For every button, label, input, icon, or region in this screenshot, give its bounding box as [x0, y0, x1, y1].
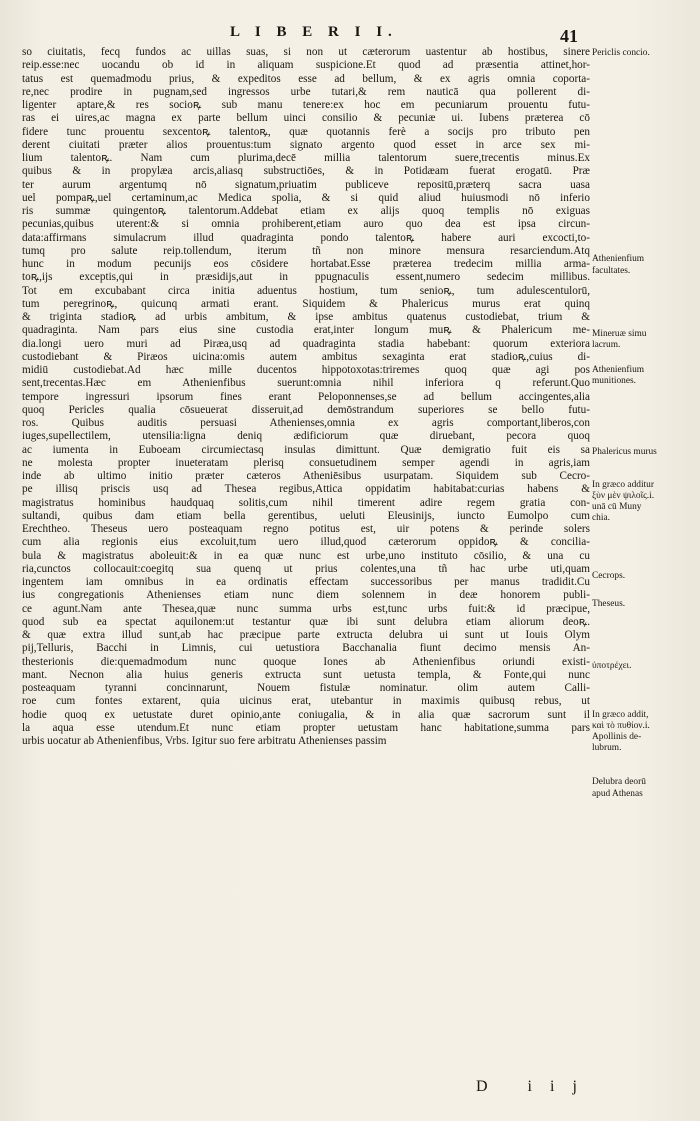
margin-note-line: Athenienfium — [592, 364, 645, 375]
text-line: ne molesta propter inueteratam plerisq consuetudinem semper agendi in agris,iam — [22, 456, 590, 469]
text-line: pecunias,quibus uterent:& si omnia prohiberent,etiam auro quo dea est ipsa circun- — [22, 218, 590, 231]
margin-note-line: lacrum. — [592, 340, 621, 351]
text-line: roe cum fontes extarent, quia uicinus erat, utebantur in maximis quibusq rebus, ut — [22, 695, 590, 708]
text-line: ria,cunctos collocauit:coegitq sua quenq ut prius colentes,una tñ hac urbe uti,quam — [22, 562, 590, 575]
text-line: so ciuitatis, fecq fundos ac uillas suas, si non ut cæterorum uastentur ab hostibus, sinere — [22, 46, 590, 58]
text-line: re,nec prodire in pugnam,sed ingressos urbe tutari,& rem nauticā qua pollerent di- — [22, 85, 590, 98]
text-line: quoq Pericles qualia cōsueuerat disseruit,ad demōstrandum superiores se bello futu- — [22, 403, 590, 416]
text-line: ingentem iam omnibus in ea ordinatis effectam successoribus per manus tradidit.Cu — [22, 576, 590, 588]
margin-note-line: ξὺν μὲν ψιλοῖς.i. — [592, 490, 655, 501]
margin-note-line: apud Athenas — [592, 788, 643, 799]
margin-note-line: In græco additur — [592, 479, 654, 490]
text-line: lium talentoꝶ. Nam cum plurima,decē millia talentorum suere,trecentis minus.Ex — [22, 152, 590, 164]
text-line: data:affirmans simulacrum illud quadraginta pondo talentoꝶ habere auri excocti,to- — [22, 231, 590, 244]
text-line: quibus & in propylæa arcis,aliasq substructiōes, & in Potidæam fuerat erogatū. Præ — [22, 165, 590, 178]
signature-mark: D iij — [476, 1078, 595, 1095]
margin-note-line: munitiones. — [592, 375, 637, 386]
text-line: pij,Telluris, Bacchi in Limnis, cui uetustiora Bacchanalia fiunt decimo mensis An- — [22, 642, 590, 655]
text-line: iuges,supellectilem, utensilia:ligna deniq ædificiorum quæ diruebant, pecora quoq — [22, 430, 590, 443]
text-line: tum peregrinoꝶ, quicunq armati erant. Siquidem & Phalericus murus erat quinq — [22, 297, 590, 310]
text-line: urbis uocatur ab Athenienfibus, Vrbs. Igitur suo fere arbitratu Athenienses passim — [22, 735, 387, 747]
text-line: sultandi, quibus dam etiam bella gerentibus, ueluti Eleusinijs, iuncto Eumolpo cum — [22, 509, 590, 522]
text-line: tempore ingressuri ipsorum fines erant Peloponnenses,se ad bellum accingentes,alia — [22, 390, 590, 403]
text-line: hunc in modum pecunijs eos cōsidere hortabat.Esse præterea tredecim millia arma- — [22, 258, 590, 270]
margin-note-theseus — [592, 599, 697, 610]
margin-note-munitiones — [592, 365, 697, 387]
text-line: custodiebant & Piræos uicina:omis autem ambitus sexaginta erat stadioꝶ,cuius di- — [22, 350, 590, 363]
text-line: midiū custodiebat.Ad hæc mille ducentos hippotoxotas:triremes quoq quæ agi pos — [22, 364, 590, 376]
margin-note-line: Delubra deorū — [592, 777, 646, 788]
text-line: hodie quoq ex uetustate duret opinio,ante coniugalia, & in alia quæ sacrorum sunt il — [22, 708, 590, 721]
margin-note-line: Phalericus murus — [592, 446, 657, 457]
margin-note-line: Apollinis de- — [592, 732, 642, 742]
margin-note-line: facultates. — [592, 265, 631, 276]
text-line: ac iumenta in Euboeam circumiectasq insulas dimittunt. Quæ demigratio fuit eis sa — [22, 443, 590, 456]
margin-note-line: καὶ τὸ πυθίον.i. — [592, 720, 650, 731]
text-line: & quæ extra illud sunt,ab hac præcipue parte extructa delubra ui sunt ut Iouis Olym — [22, 629, 590, 641]
text-line: derent ciuitati præter alios prouentus:tum signato argento quod esset in arce sex mi- — [22, 138, 590, 151]
text-line: cum alia regionis eius excoluit,tum uero illud,quod cæterorum oppidoꝶ & concilia- — [22, 536, 590, 549]
main-text-block — [22, 46, 590, 748]
margin-note-delubra — [592, 777, 697, 799]
margin-note-minerua — [592, 329, 697, 351]
text-line: mant. Necnon alia huius generis extructa sunt uetusta templa, & Fonte,qui nunc — [22, 668, 590, 681]
text-line: fidere tunc prouentu sexcentoꝶ talentoꝶ, quæ quotannis ferè a socijs pro tributo pen — [22, 125, 590, 138]
text-line: ras ei uires,ac magna ex parte bellum uinci consilio & pecuniæ ui. Iubens præterea cō — [22, 112, 590, 125]
text-line: pe illisq priscis usq ad Thesea regibus,Attica oppidatim habitabat:curias habens & — [22, 483, 590, 496]
text-line: toꝶ,ijs exceptis,qui in præsidijs,aut in ppugnaculis essent,numero sedecim millibus. — [22, 271, 590, 284]
margin-note-graeco2 — [592, 710, 697, 755]
margin-note-line: ὑποτρέχει. — [592, 660, 632, 671]
margin-note-line: Cecrops. — [592, 570, 626, 581]
margin-note-line: chia. — [592, 513, 610, 524]
page-footer — [0, 1076, 700, 1106]
margin-note-line: Periclis concio. — [592, 48, 650, 59]
running-title: L I B E R I I. — [230, 24, 398, 40]
text-line: posteaquam tyranni concinnarunt, Nouem fistulæ nominatur. olim autem Calli- — [22, 682, 590, 694]
margin-note-phalericus — [592, 447, 697, 458]
margin-note-greek2 — [592, 661, 697, 672]
text-line: inde ab ultimo initio præter cæteros Atheniēsibus usurpatam. Siquidem sub Cecro- — [22, 470, 590, 482]
text-line: thesterionis die:quemadmodum nunc quoque Iones ab Athenienfibus oriundi existi- — [22, 655, 590, 668]
text-line: ter aurum argentumq nō signatum,priuatim publiceve repositū,præterq sacra uasa — [22, 178, 590, 191]
text-line: uel pompaꝶ,uel certaminum,ac Medica spolia, & si quid aliud huiusmodi nō inferio — [22, 191, 590, 204]
text-line: reip.esse:nec uocandu ob id in aliquam suspicione.Et quod ad præsentia attinet,hor- — [22, 59, 590, 72]
margin-note-line: Theseus. — [592, 598, 626, 609]
margin-note-line: Mineruæ simu — [592, 329, 647, 339]
margin-note-line: lubrum. — [592, 743, 622, 754]
text-line: Tot em excubabant circa initia aduentus hostium, tum senioꝶ, tum adulescentulorū, — [22, 284, 590, 297]
text-line: ius congregationis Athenienses etiam nunc diem solennem in deæ honorem publi- — [22, 589, 590, 602]
margin-note-line: Athenienfium — [592, 254, 645, 265]
text-line: & triginta stadioꝶ ad urbis ambitum, & ipse ambitus quatenus custodiebat, trium & — [22, 311, 590, 323]
text-line: ros. Quibus auditis persuasi Athenienses,omnia ex agris comportant,liberos,con — [22, 417, 590, 429]
text-line: tumq pro salute reip.tollendum, iterum tñ non minore mensura resarciendum.Atq — [22, 244, 590, 257]
margin-note-facultates — [592, 254, 697, 276]
text-line: bula & magistratus aboleuit:& in ea quæ nunc est urbe,uno instituto cōsilio, & una cu — [22, 549, 590, 562]
margin-note-periclis — [592, 48, 697, 59]
margin-note-line: In græco addit, — [592, 709, 649, 720]
text-line: magistratus hominibus haudquaq solitis,cum nihil timerent adire regem gratia con- — [22, 496, 590, 509]
text-line: ce agunt.Nam ante Thesea,quæ nunc summa urbs est,tunc urbs fuit:& id præcipue, — [22, 602, 590, 615]
margin-note-line: unā cū Muny — [592, 501, 642, 512]
page-number: 41 — [560, 26, 578, 46]
margin-note-cecrops — [592, 571, 697, 582]
text-line: tatus est quemadmodu prius, & expeditos esse ad bellum, & ex agris omnia coporta- — [22, 72, 590, 85]
text-line: la aqua esse utendum.Et nunc etiam propter uetustam hanc habitatione,summa pars — [22, 721, 590, 734]
text-line: dia.longi uero muri ad Piræa,usq ad quadraginta stadia habebant: quorum exteriora — [22, 337, 590, 350]
text-line: quadraginta. Nam pars eius sine custodia erat,inter longum muꝶ & Phalericum me- — [22, 324, 590, 337]
margin-note-graeco1 — [592, 480, 697, 525]
text-line: ris summæ quingentoꝶ talentorum.Addebat etiam ex alijs quoq templis nō exiguas — [22, 205, 590, 217]
text-line: ligenter aptare,& res socioꝶ sub manu tenere:ex hoc em pecuniarum prouentu futu- — [22, 99, 590, 111]
text-line: Erechtheo. Theseus uero posteaquam regno potitus est, uir potens & perinde solers — [22, 523, 590, 535]
text-line: sent,trecentas.Hæc em Athenienfibus suerunt:omnia nihil inferiora q referunt.Quo — [22, 377, 590, 390]
text-line: quod sub ea spectat aquilonem:ut testantur quæ ibi sunt delubra etiam aliorum deoꝶ. — [22, 615, 590, 628]
running-head — [0, 20, 700, 44]
